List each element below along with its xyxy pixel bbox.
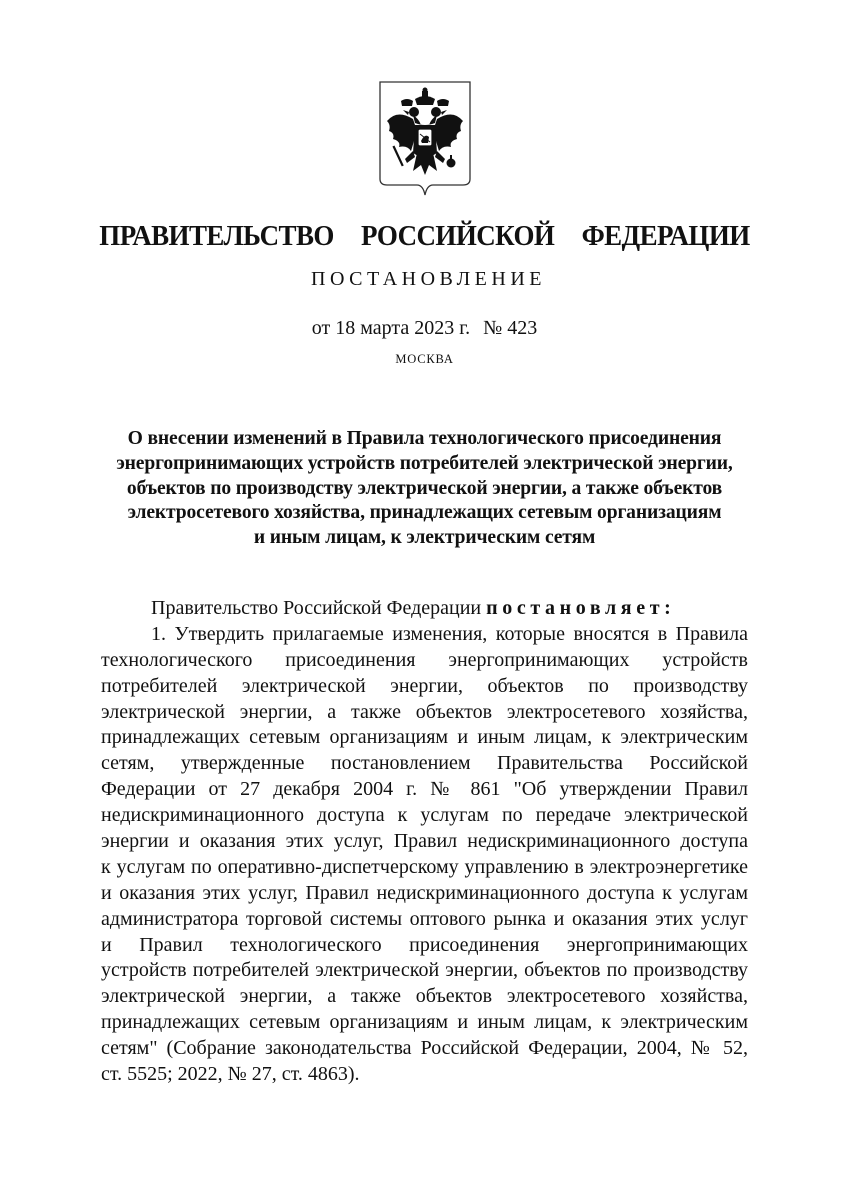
document-city: МОСКВА [395,352,454,366]
subject-line: объектов по производству электрической энергии, а также объектов [126,477,723,499]
preamble [101,596,748,622]
preamble-verb: постановляет: [486,597,676,619]
paragraph-line: технологического присоединения энергопринимающих устройств [101,648,748,671]
paragraph-line: сетям, утвержденные постановлением Правительства Российской [101,752,748,775]
paragraph-1 [101,622,748,1088]
document-type: ПОСТАНОВЛЕНИЕ [311,268,546,290]
paragraph-line: Федерации от 27 декабря 2004 г. № 861 "Об утверждении Правил [101,778,748,801]
paragraph-line: и оказания этих услуг, Правил недискриминационного доступа к услугам [101,881,748,904]
paragraph-line: ст. 5525; 2022, № 27, ст. 4863). [101,1063,360,1086]
paragraph-line: электрической энергии, а также объектов электросетевого хозяйства, [101,700,748,723]
paragraph-line: недискриминационного доступа к услугам по передаче электрической [101,804,748,827]
preamble-text: Правительство Российской Федерации [151,597,487,619]
paragraph-line: и Правил технологического присоединения энергопринимающих [101,933,748,956]
document-date-number [0,314,849,342]
russian-coat-of-arms-icon [377,79,473,198]
subject-line: электросетевого хозяйства, принадлежащих сетевым организациям [127,502,722,524]
decree-subject [80,427,769,551]
paragraph-line: принадлежащих сетевым организациям и иным лицам, к электрическим [101,726,748,749]
government-title: ПРАВИТЕЛЬСТВО РОССИЙСКОЙ ФЕДЕРАЦИИ [99,220,750,252]
subject-line: энергопринимающих устройств потребителей электрической энергии, [116,452,733,474]
subject-line: и иным лицам, к электрическим сетям [253,527,596,549]
document-number: № 423 [483,317,538,339]
paragraph-line: администратора торговой системы оптового рынка и оказания этих услуг [101,907,748,930]
subject-line: О внесении изменений в Правила технологического присоединения [127,428,722,449]
paragraph-line: к услугам по оперативно-диспетчерскому управлению в электроэнергетике [101,855,748,878]
decree-body [101,596,748,1088]
paragraph-line: 1. Утвердить прилагаемые изменения, которые вносятся в Правила [151,622,748,645]
document-date: от 18 марта 2023 г. [311,317,471,339]
paragraph-line: электрической энергии, а также объектов электросетевого хозяйства, [101,985,748,1008]
paragraph-line: энергии и оказания этих услуг, Правил недискриминационного доступа [101,830,748,853]
emblem [377,79,473,198]
paragraph-line: сетям" (Собрание законодательства Российской Федерации, 2004, № 52, [101,1037,748,1060]
paragraph-line: принадлежащих сетевым организациям и иным лицам, к электрическим [101,1011,748,1034]
paragraph-line: потребителей электрической энергии, объектов по производству [101,674,748,697]
paragraph-line: устройств потребителей электрической энергии, объектов по производству [101,959,748,982]
